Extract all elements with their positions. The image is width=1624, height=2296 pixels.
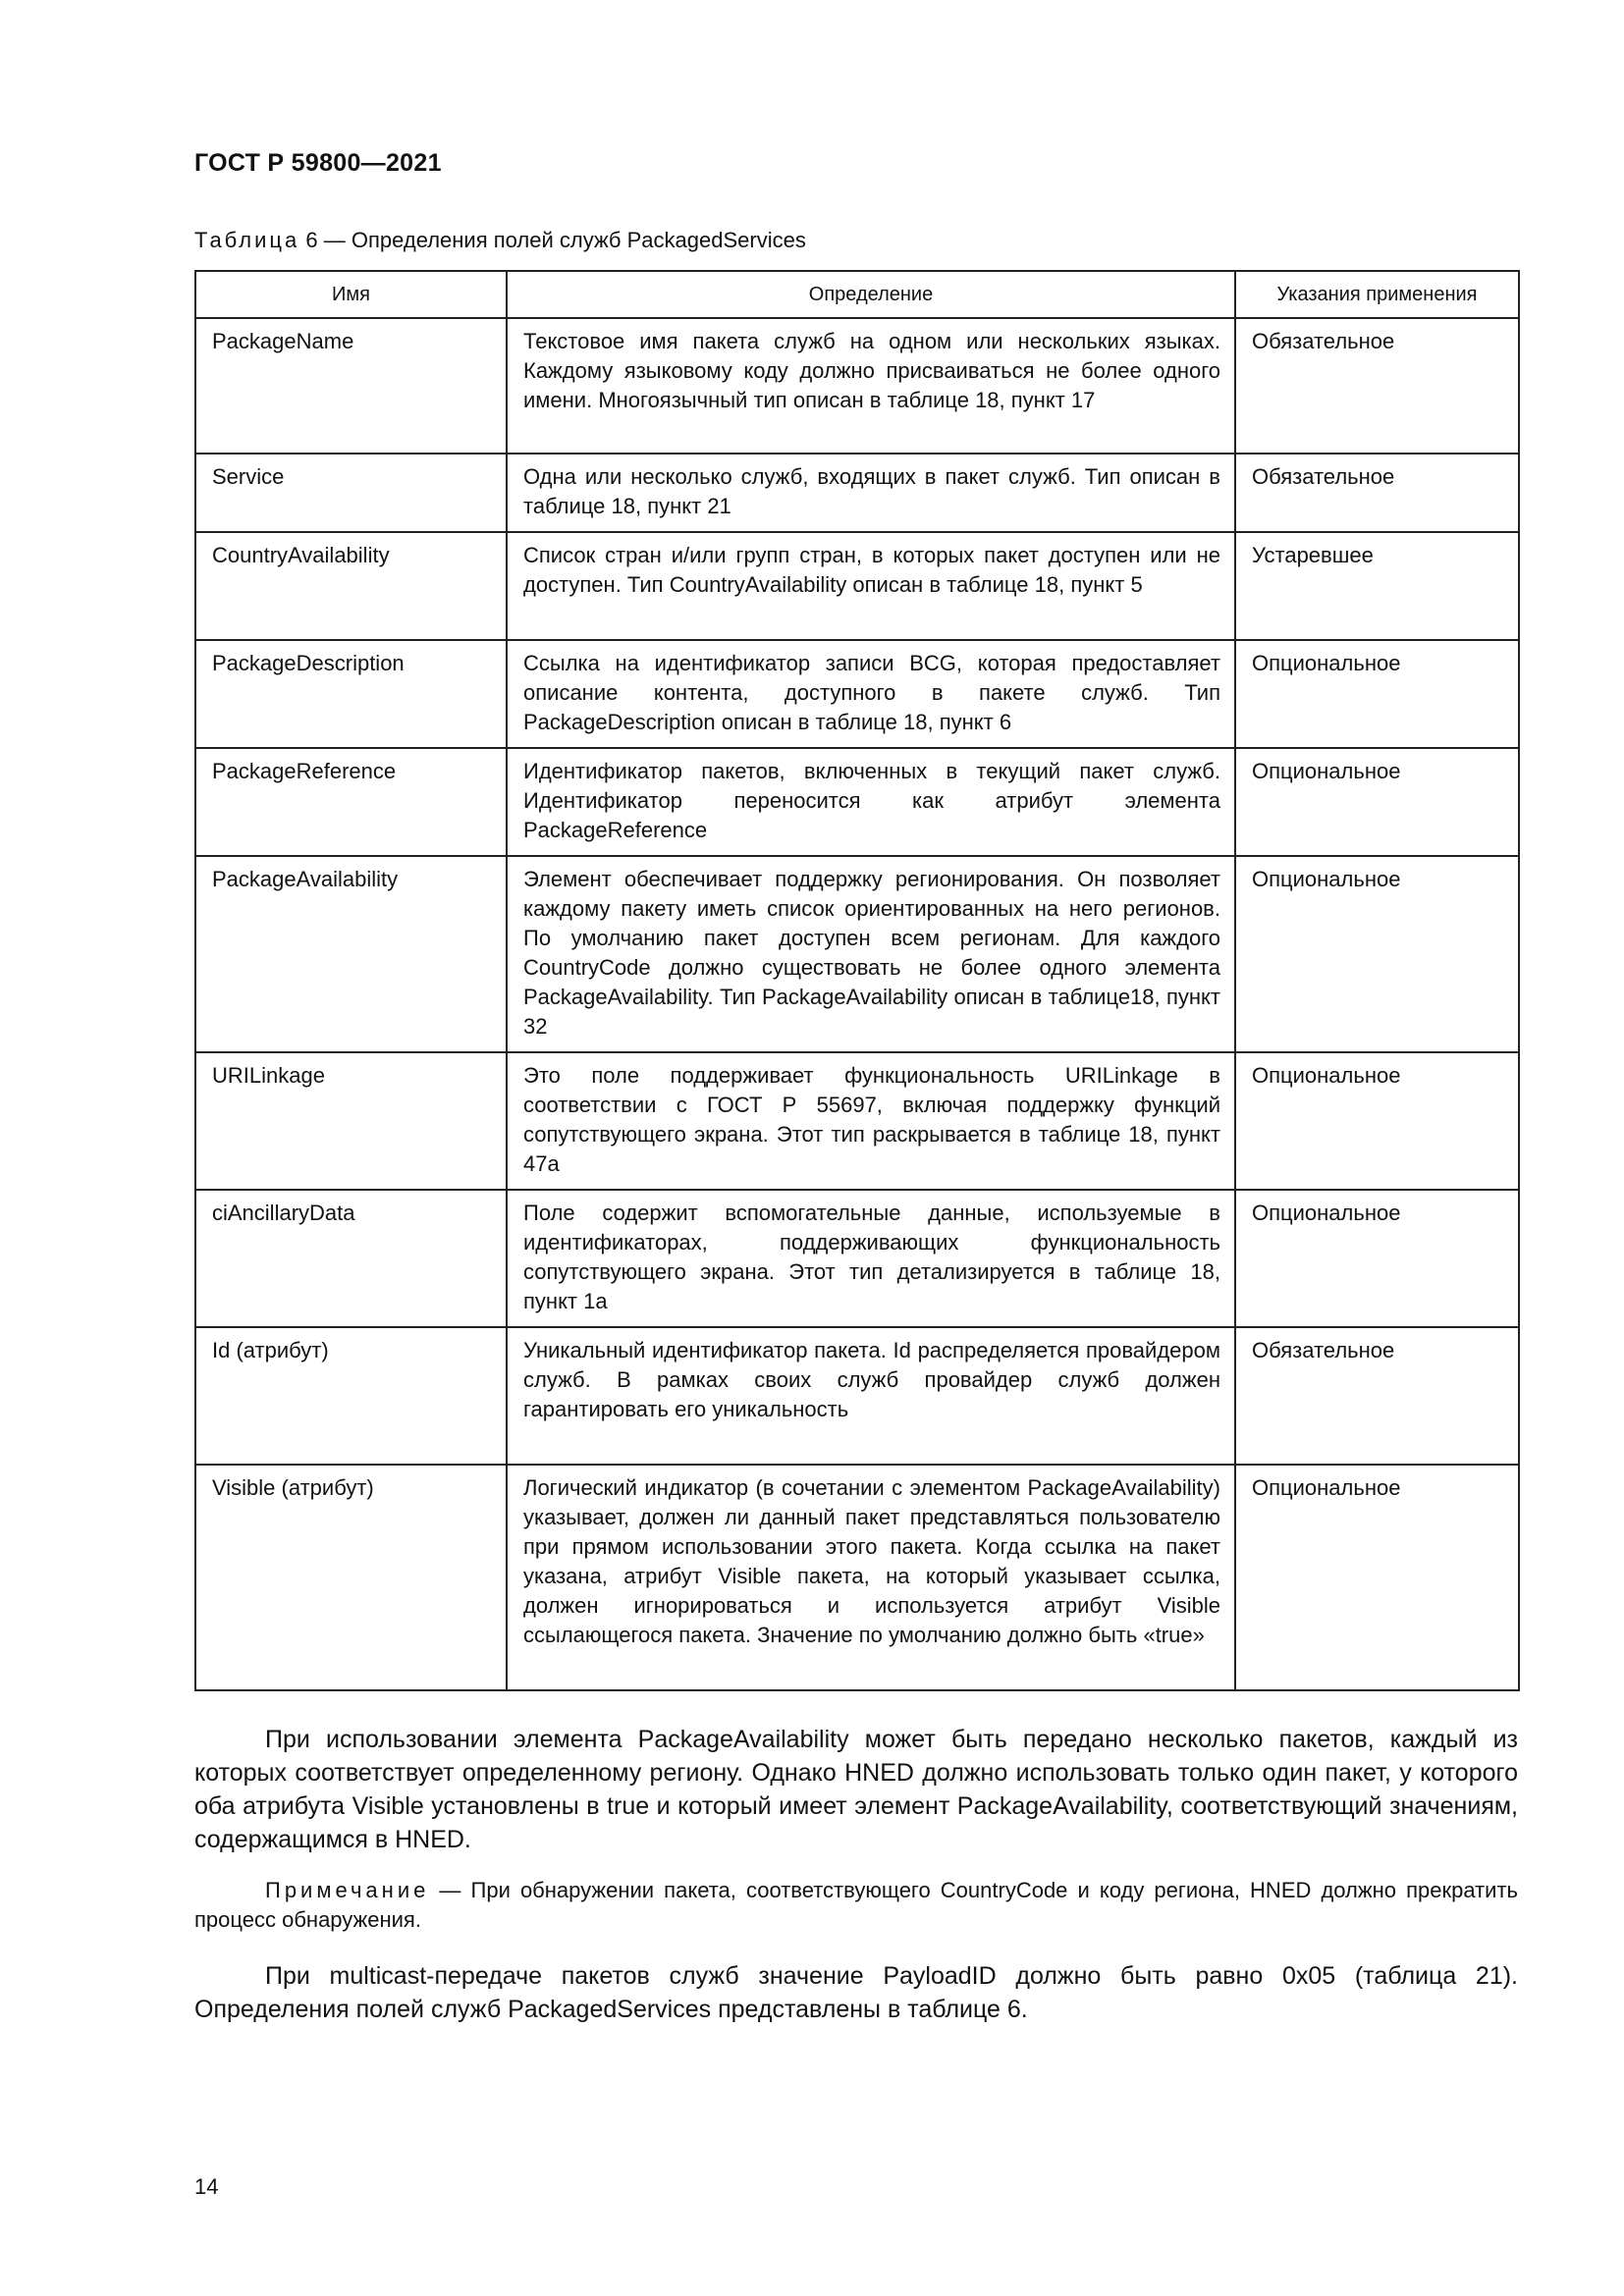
field-usage: Опциональное bbox=[1235, 640, 1519, 748]
fields-table bbox=[194, 270, 1520, 1691]
table-row bbox=[195, 532, 1519, 640]
field-name: ciAncillaryData bbox=[195, 1190, 507, 1327]
table-caption bbox=[194, 228, 806, 253]
field-name: URILinkage bbox=[195, 1052, 507, 1190]
field-usage: Обязательное bbox=[1235, 1327, 1519, 1465]
field-definition: Уникальный идентификатор пакета. Id распределяется провайдером служб. В рамках своих служб провайдер служб должен гарантировать его уникальность bbox=[507, 1327, 1235, 1465]
table-caption-label: Таблица bbox=[194, 228, 300, 252]
field-definition: Одна или несколько служб, входящих в пакет служб. Тип описан в таблице 18, пункт 21 bbox=[507, 454, 1235, 532]
table-row bbox=[195, 454, 1519, 532]
field-usage: Опциональное bbox=[1235, 856, 1519, 1052]
field-usage: Опциональное bbox=[1235, 1190, 1519, 1327]
field-definition: Текстовое имя пакета служб на одном или нескольких языках. Каждому языковому коду должно присваиваться не более одного имени. Многоязычный тип описан в таблице 18, пункт 17 bbox=[507, 318, 1235, 454]
field-name: Id (атрибут) bbox=[195, 1327, 507, 1465]
field-usage: Обязательное bbox=[1235, 318, 1519, 454]
note-label: Примечание bbox=[265, 1878, 430, 1902]
table-row bbox=[195, 640, 1519, 748]
field-definition: Список стран и/или групп стран, в которых пакет доступен или не доступен. Тип CountryAvailability описан в таблице 18, пункт 5 bbox=[507, 532, 1235, 640]
body-paragraph-package-availability: При использовании элемента PackageAvailability может быть передано несколько пакетов, каждый из которых соответствует определенному региону. Однако HNED должно использовать только один пакет, у которого оба атрибута Visible установлены в true и который имеет элемент PackageAvailability, соответствующий значениям, содержащимся в HNED. bbox=[194, 1726, 1518, 1853]
field-definition: Поле содержит вспомогательные данные, используемые в идентификаторах, поддерживающих функциональность сопутствующего экрана. Этот тип детализируется в таблице 18, пункт 1а bbox=[507, 1190, 1235, 1327]
field-usage: Обязательное bbox=[1235, 454, 1519, 532]
table-row bbox=[195, 1327, 1519, 1465]
field-name: Service bbox=[195, 454, 507, 532]
field-definition: Идентификатор пакетов, включенных в текущий пакет служб. Идентификатор переносится как атрибут элемента PackageReference bbox=[507, 748, 1235, 856]
table-row bbox=[195, 748, 1519, 856]
field-usage: Опциональное bbox=[1235, 1465, 1519, 1690]
field-name: PackageReference bbox=[195, 748, 507, 856]
field-definition: Ссылка на идентификатор записи BCG, которая предоставляет описание контента, доступного в пакете служб. Тип PackageDescription описан в таблице 18, пункт 6 bbox=[507, 640, 1235, 748]
table-caption-title: 6 — Определения полей служб PackagedServices bbox=[299, 228, 806, 252]
table-row bbox=[195, 1052, 1519, 1190]
table-header-row bbox=[195, 271, 1519, 318]
field-name: PackageAvailability bbox=[195, 856, 507, 1052]
field-usage: Устаревшее bbox=[1235, 532, 1519, 640]
field-name: PackageName bbox=[195, 318, 507, 454]
field-definition: Это поле поддерживает функциональность URILinkage в соответствии с ГОСТ Р 55697, включая поддержку функций сопутствующего экрана. Этот тип раскрывается в таблице 18, пункт 47а bbox=[507, 1052, 1235, 1190]
table-row bbox=[195, 856, 1519, 1052]
field-name: PackageDescription bbox=[195, 640, 507, 748]
note-paragraph bbox=[194, 1876, 1518, 1935]
column-header-name: Имя bbox=[195, 271, 507, 318]
table-row bbox=[195, 1190, 1519, 1327]
column-header-definition: Определение bbox=[507, 271, 1235, 318]
field-definition: Логический индикатор (в сочетании с элементом PackageAvailability) указывает, должен ли данный пакет представляться пользователю при прямом использовании этого пакета. Когда ссылка на пакет указана, атрибут Visible пакета, на который указывает ссылка, должен игнорироваться и используется атрибут Visible ссылающегося пакета. Значение по умолчанию должно быть «true» bbox=[507, 1465, 1235, 1690]
table-row bbox=[195, 1465, 1519, 1690]
field-name: CountryAvailability bbox=[195, 532, 507, 640]
field-usage: Опциональное bbox=[1235, 748, 1519, 856]
field-definition: Элемент обеспечивает поддержку регионирования. Он позволяет каждому пакету иметь список ориентированных на него регионов. По умолчанию пакет доступен всем регионам. Для каждого CountryCode должно существовать не более одного элемента PackageAvailability. Тип PackageAvailability описан в таблице18, пункт 32 bbox=[507, 856, 1235, 1052]
body-paragraph-multicast: При multicast-передаче пакетов служб значение PayloadID должно быть равно 0x05 (таблица 21). Определения полей служб PackagedServices представлены в таблице 6. bbox=[194, 1962, 1518, 2023]
column-header-usage: Указания применения bbox=[1235, 271, 1519, 318]
standard-designation: ГОСТ Р 59800—2021 bbox=[194, 149, 442, 177]
field-usage: Опциональное bbox=[1235, 1052, 1519, 1190]
note-text: — При обнаружении пакета, соответствующего CountryCode и коду региона, HNED должно прекратить процесс обнаружения. bbox=[194, 1878, 1518, 1932]
page-number: 14 bbox=[194, 2174, 219, 2199]
table-row bbox=[195, 318, 1519, 454]
field-name: Visible (атрибут) bbox=[195, 1465, 507, 1690]
